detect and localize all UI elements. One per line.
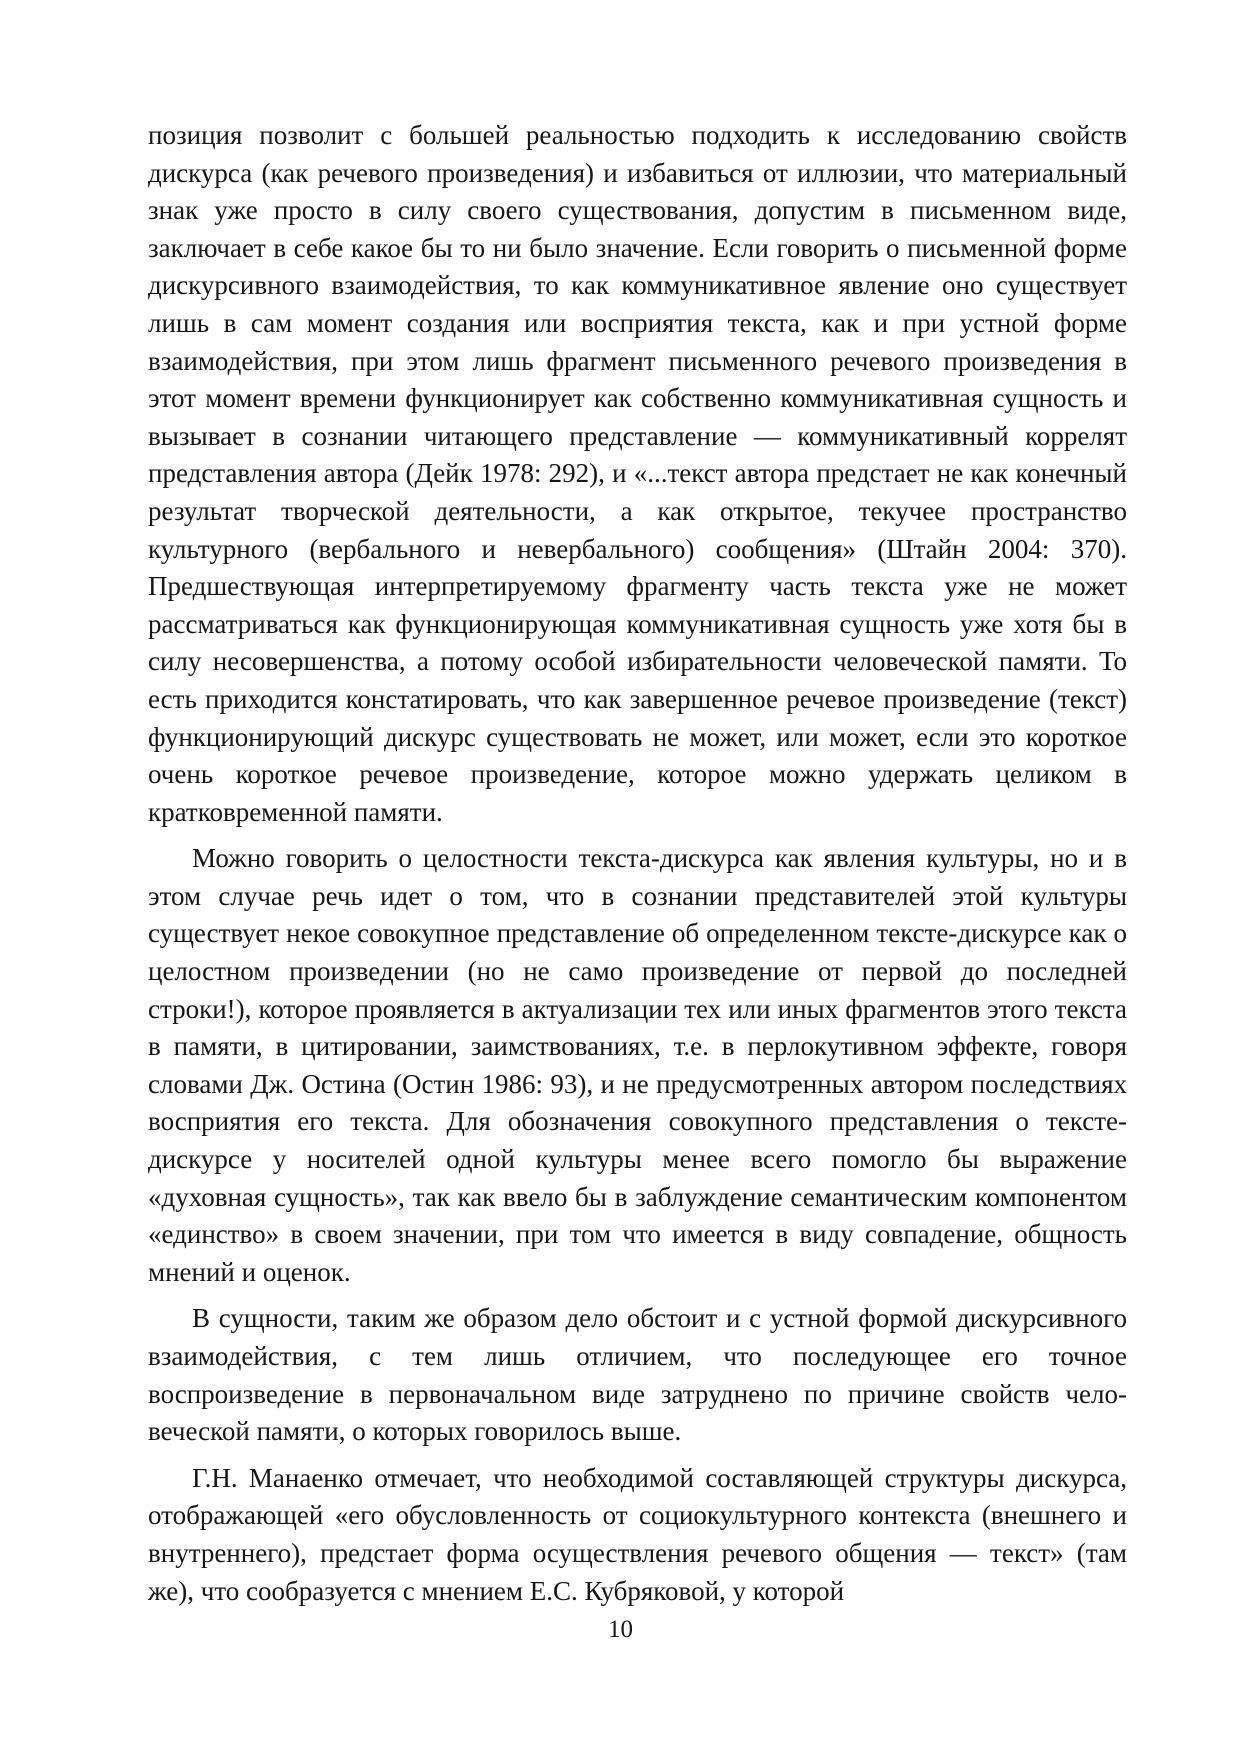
body-text [148,117,1127,1610]
paragraph-3: В сущности, таким же образом дело обстоит и с устной формой дискурсивного взаимодействия, с тем лишь отличием, что последующее его точное воспроизведение в первоначальном виде затруднено по причине свойств человеческой памяти, о которых говорилось выше. [148,1303,1127,1447]
paragraph-4: Г.Н. Манаенко отмечает, что необходимой составляющей структуры дискурса, отображающей «его обусловленность от социокультурного контекста (внешнего и внутреннего), предстает форма осуществления речевого общения — текст» (там же), что сообразуется с мнением Е.С. Кубряковой, у которой [148,1462,1127,1606]
paragraph-2: Можно говорить о целостности текста-дискурса как явления культуры, но и в этом случае речь идет о том, что в сознании представителей этой культуры существует некое совокупное представление об определенном тексте-дискурсе как о целостном произведении (но не само произведение от первой до последней строки!), которое проявляется в актуализации тех или иных фрагментов этого текста в памяти, в цитировании, заимствованиях, т.е. в перлокутивном эффекте, говоря словами Дж. Остина (Остин 1986: 93), и не предусмотренных автором последствиях восприятия его текста. Для обозначения совокупного представления о тексте-дискурсе у носителей одной культуры менее всего помогло бы выражение «духовная сущность», так как ввело бы в заблуждение семантическим компонентом «единство» в своем значении, при том что имеется в виду совпадение, общность мнений и оценок. [148,843,1127,1287]
page-number: 10 [608,1616,633,1643]
paragraph-1: позиция позволит с большей реальностью подходить к исследованию свойств дискурса (как речевого произведения) и избавиться от иллюзии, что материальный знак уже просто в силу своего существования, допустим в письменном виде, заключает в себе какое бы то ни было значение. Если говорить о письменной форме дискурсивного взаимодействия, то как коммуникативное явление оно существует лишь в сам момент создания или восприятия текста, как и при устной форме взаимодействия, при этом лишь фрагмент письменного речевого произведения в этот момент времени функционирует как собственно коммуникативная сущность и вызывает в сознании читающего представление — коммуникативный коррелят представления автора (Дейк 1978: 292), и «...текст автора предстает не как конечный результат творческой деятельности, а как открытое, текучее пространство культурного (вербального и невербального) сообщения» (Штайн 2004: 370). Предшествующая интерпретируемому фрагменту часть текста уже не может рассматриваться как функционирующая коммуникативная сущность уже хотя бы в силу несовершенства, а потому особой избирательности человеческой памяти. То есть приходится констатировать, что как завершенное речевое произведение (текст) функционирующий дискурс существовать не может, или может, если это короткое очень короткое речевое произведение, которое можно удержать целиком в кратковременной памяти. [148,120,1127,827]
